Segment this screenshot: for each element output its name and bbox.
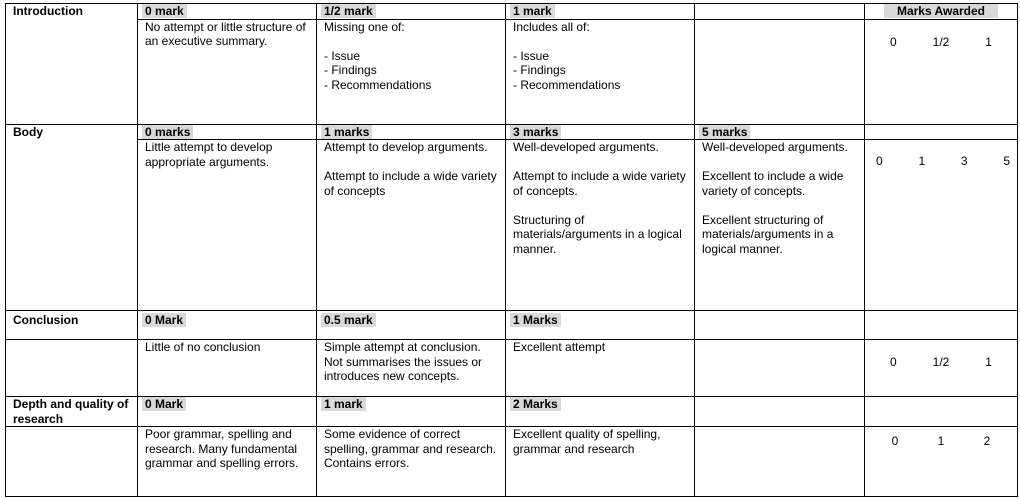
- descriptor-cell: [695, 427, 865, 497]
- descriptor-cell: [695, 19, 865, 124]
- mark-option[interactable]: 1: [918, 154, 926, 168]
- descriptor-cell: Missing one of: - Issue - Findings - Recommendations: [317, 19, 506, 124]
- level-cell: [138, 124, 317, 140]
- level-cell: [317, 124, 506, 140]
- rubric-header-row-introduction: [6, 4, 1018, 20]
- mark-option[interactable]: 1: [985, 34, 992, 49]
- criterion-spacer: [6, 340, 138, 397]
- mark-option[interactable]: 1/2: [932, 34, 950, 49]
- level-label: 5 marks: [699, 125, 750, 139]
- marks-awarded-header: [865, 397, 1018, 427]
- descriptor-cell: Well-developed arguments. Excellent to include a wide variety of concepts. Excellent structuring of materials/arguments in a logical manner.: [695, 140, 865, 311]
- level-cell: [506, 4, 695, 20]
- descriptor-cell: [695, 340, 865, 397]
- descriptor-cell: Little attempt to develop appropriate arguments.: [138, 140, 317, 311]
- mark-option[interactable]: 2: [983, 434, 991, 448]
- level-cell: [138, 397, 317, 427]
- level-label: 1 mark: [321, 397, 366, 411]
- level-cell: [317, 397, 506, 427]
- marks-options-cell: [865, 19, 1018, 124]
- level-label: 1 Marks: [510, 313, 561, 327]
- rubric-header-row-conclusion: [6, 311, 1018, 340]
- mark-option[interactable]: 1/2: [932, 355, 950, 369]
- mark-option[interactable]: 0: [891, 434, 899, 448]
- descriptor-cell: Includes all of: - Issue - Findings - Recommendations: [506, 19, 695, 124]
- level-label: 2 Marks: [510, 397, 561, 411]
- descriptor-cell: Excellent attempt: [506, 340, 695, 397]
- level-cell: [506, 124, 695, 140]
- criterion-research: Depth and quality of research: [6, 397, 138, 427]
- level-label: 1/2 mark: [321, 4, 376, 18]
- marks-options-cell: [865, 340, 1018, 397]
- mark-option[interactable]: 0: [876, 154, 883, 168]
- criterion-conclusion: Conclusion: [6, 311, 138, 340]
- descriptor-cell: Excellent quality of spelling, grammar and research: [506, 427, 695, 497]
- descriptor-cell: Well-developed arguments. Attempt to include a wide variety of concepts. Structuring of materials/arguments in a logical manner.: [506, 140, 695, 311]
- level-label: 0 Mark: [142, 313, 186, 327]
- level-label: 0 mark: [142, 4, 187, 18]
- level-label: 0 marks: [142, 125, 193, 139]
- level-label: 0.5 mark: [321, 313, 376, 327]
- criterion-spacer: [6, 427, 138, 497]
- criterion-introduction: Introduction: [6, 4, 138, 125]
- descriptor-cell: Simple attempt at conclusion. Not summarises the issues or introduces new concepts.: [317, 340, 506, 397]
- marks-awarded-header: [865, 311, 1018, 340]
- marks-options-cell: [865, 140, 1018, 311]
- level-cell: [695, 124, 865, 140]
- level-cell: [138, 311, 317, 340]
- level-cell: [695, 311, 865, 340]
- descriptor-cell: Little of no conclusion: [138, 340, 317, 397]
- level-cell: [138, 4, 317, 20]
- level-label: 1 marks: [321, 125, 372, 139]
- mark-option[interactable]: 5: [1003, 154, 1010, 168]
- marks-awarded-header: Marks Awarded: [865, 4, 1018, 20]
- descriptor-cell: Attempt to develop arguments. Attempt to include a wide variety of concepts: [317, 140, 506, 311]
- level-label: 1 mark: [510, 4, 555, 18]
- level-cell: [695, 4, 865, 20]
- level-cell: [695, 397, 865, 427]
- level-cell: [506, 397, 695, 427]
- rubric-body-row-introduction: [6, 19, 1018, 124]
- descriptor-cell: Poor grammar, spelling and research. Many fundamental grammar and spelling errors.: [138, 427, 317, 497]
- marks-awarded-header: [865, 124, 1018, 140]
- level-label: 3 marks: [510, 125, 561, 139]
- rubric-body-row-research: [6, 427, 1018, 497]
- marking-rubric-table: [5, 3, 1018, 497]
- criterion-body: Body: [6, 124, 138, 311]
- level-cell: [506, 311, 695, 340]
- marks-options-cell: [865, 427, 1018, 497]
- descriptor-cell: No attempt or little structure of an executive summary.: [138, 19, 317, 124]
- mark-option[interactable]: 0: [889, 355, 897, 369]
- mark-option[interactable]: 3: [960, 154, 968, 168]
- rubric-body-row-conclusion: [6, 340, 1018, 397]
- level-label: 0 Mark: [142, 397, 186, 411]
- rubric-header-row-research: [6, 397, 1018, 427]
- level-cell: [317, 311, 506, 340]
- level-cell: [317, 4, 506, 20]
- mark-option[interactable]: 0: [889, 34, 897, 49]
- mark-option[interactable]: 1: [937, 434, 945, 448]
- mark-option[interactable]: 1: [985, 355, 992, 369]
- rubric-body-row-body: [6, 140, 1018, 311]
- rubric-header-row-body: [6, 124, 1018, 140]
- descriptor-cell: Some evidence of correct spelling, grammar and research. Contains errors.: [317, 427, 506, 497]
